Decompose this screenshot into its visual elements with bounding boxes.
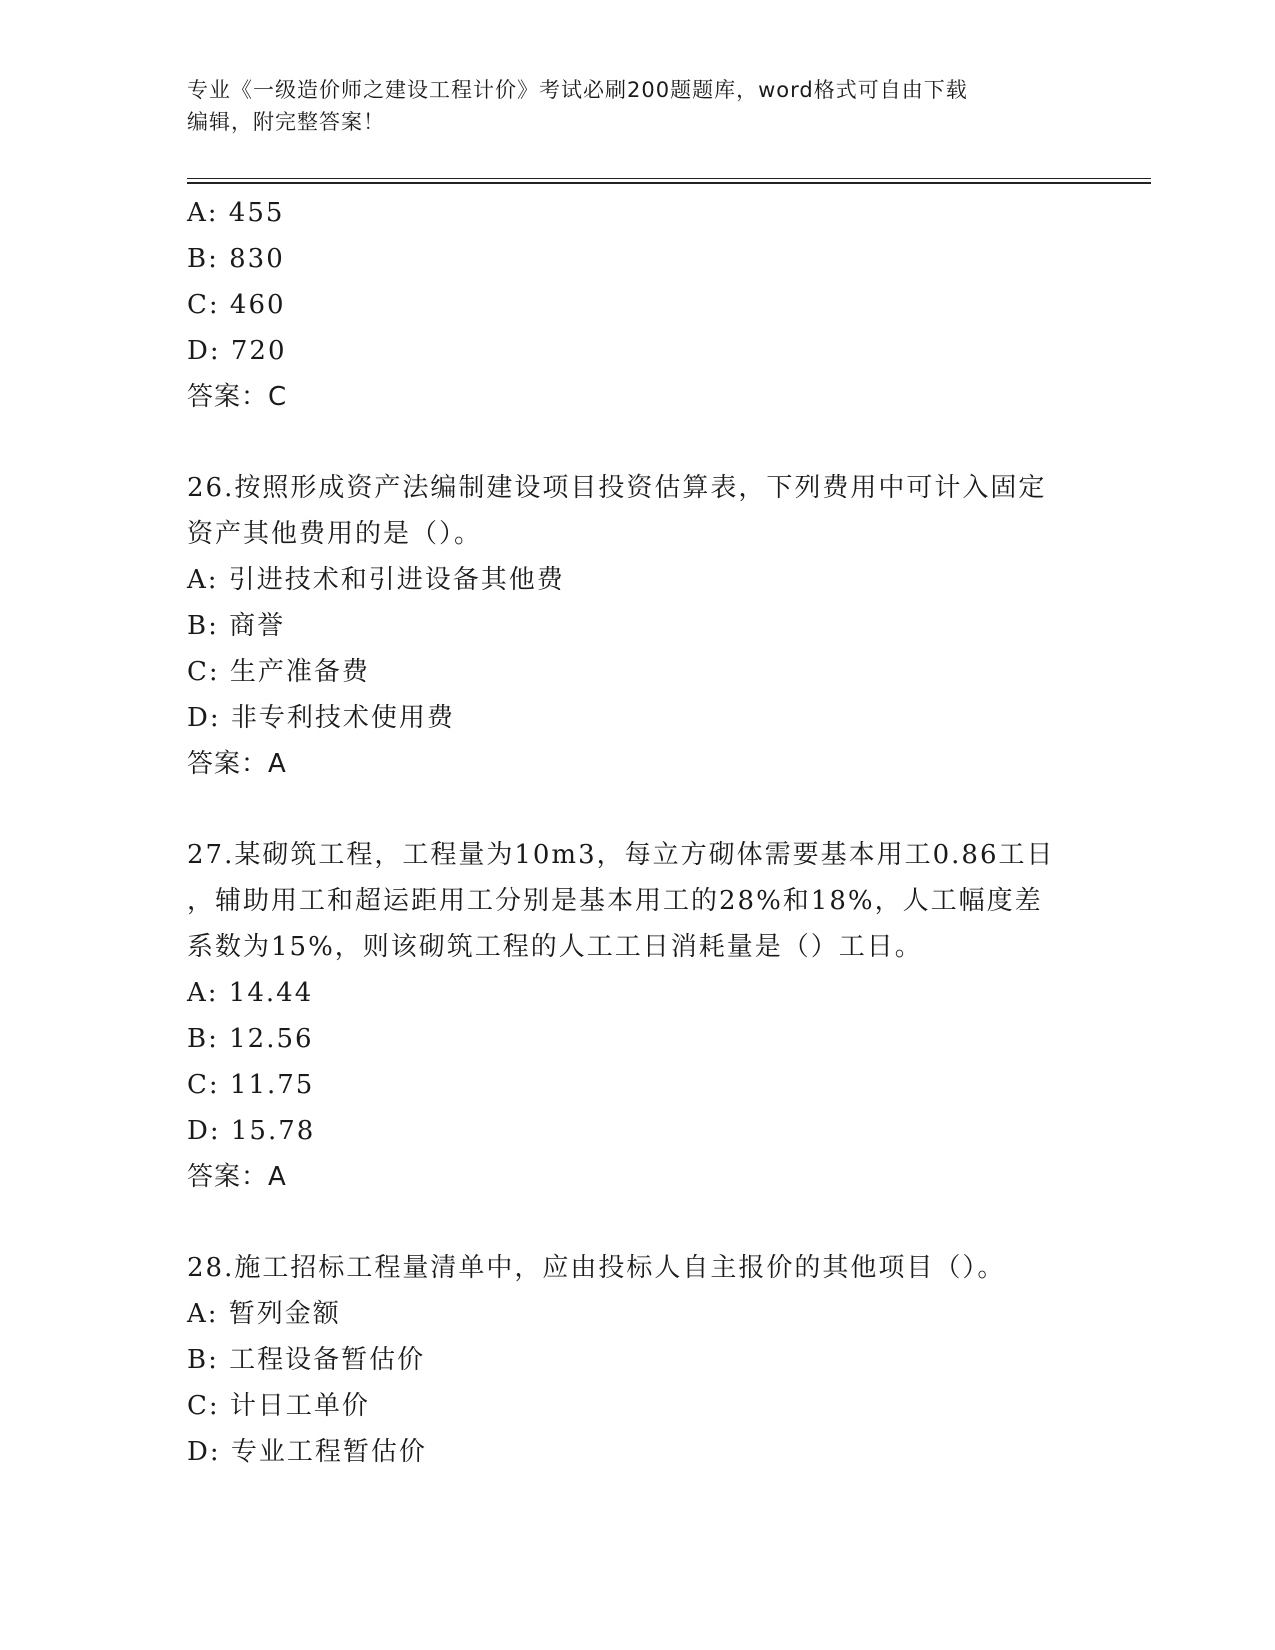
question-stem-line: 27.某砌筑工程，工程量为10m3，每立方砌体需要基本用工0.86工日 [187, 840, 1055, 870]
question-stem-line: 资产其他费用的是（）。 [187, 519, 483, 549]
question-25-block [187, 190, 1087, 420]
answer: 答案：A [187, 1162, 287, 1192]
question-27-block [187, 832, 1087, 1200]
spacer [187, 787, 1087, 832]
header-line-1: 专业《一级造价师之建设工程计价》考试必刷200题题库，word格式可自由下载 [187, 78, 968, 102]
option-d: D: 专业工程暂估价 [187, 1437, 427, 1467]
option-d: D: 15.78 [187, 1116, 316, 1146]
option-d: D: 720 [187, 336, 287, 366]
header-rule-thick [187, 182, 1151, 184]
answer: 答案：C [187, 382, 288, 412]
option-a: A: 14.44 [187, 978, 314, 1008]
option-a: A: 455 [187, 198, 285, 228]
spacer [187, 420, 1087, 465]
header-rule-thin [187, 178, 1151, 179]
option-b: B: 830 [187, 244, 285, 274]
question-28-block [187, 1245, 1087, 1475]
document-header [187, 74, 1067, 138]
question-stem-line: 26.按照形成资产法编制建设项目投资估算表，下列费用中可计入固定 [187, 473, 1047, 503]
option-d: D: 非专利技术使用费 [187, 703, 455, 733]
answer: 答案：A [187, 749, 287, 779]
option-c: C: 11.75 [187, 1070, 315, 1100]
option-b: B: 商誉 [187, 611, 286, 641]
option-a: A: 引进技术和引进设备其他费 [187, 565, 565, 595]
option-c: C: 生产准备费 [187, 657, 370, 687]
spacer [187, 1200, 1087, 1245]
option-b: B: 工程设备暂估价 [187, 1345, 426, 1375]
header-line-2: 编辑，附完整答案！ [187, 110, 385, 134]
question-26-block [187, 465, 1087, 787]
question-stem-line: 系数为15%，则该砌筑工程的人工工日消耗量是（）工日。 [187, 932, 923, 962]
option-a: A: 暂列金额 [187, 1299, 341, 1329]
option-b: B: 12.56 [187, 1024, 314, 1054]
option-c: C: 460 [187, 290, 286, 320]
question-stem-line: 28.施工招标工程量清单中，应由投标人自主报价的其他项目（）。 [187, 1253, 1006, 1283]
option-c: C: 计日工单价 [187, 1391, 370, 1421]
question-content [187, 190, 1087, 1475]
question-stem-line: ，辅助用工和超运距用工分别是基本用工的28%和18%，人工幅度差 [187, 886, 1043, 916]
